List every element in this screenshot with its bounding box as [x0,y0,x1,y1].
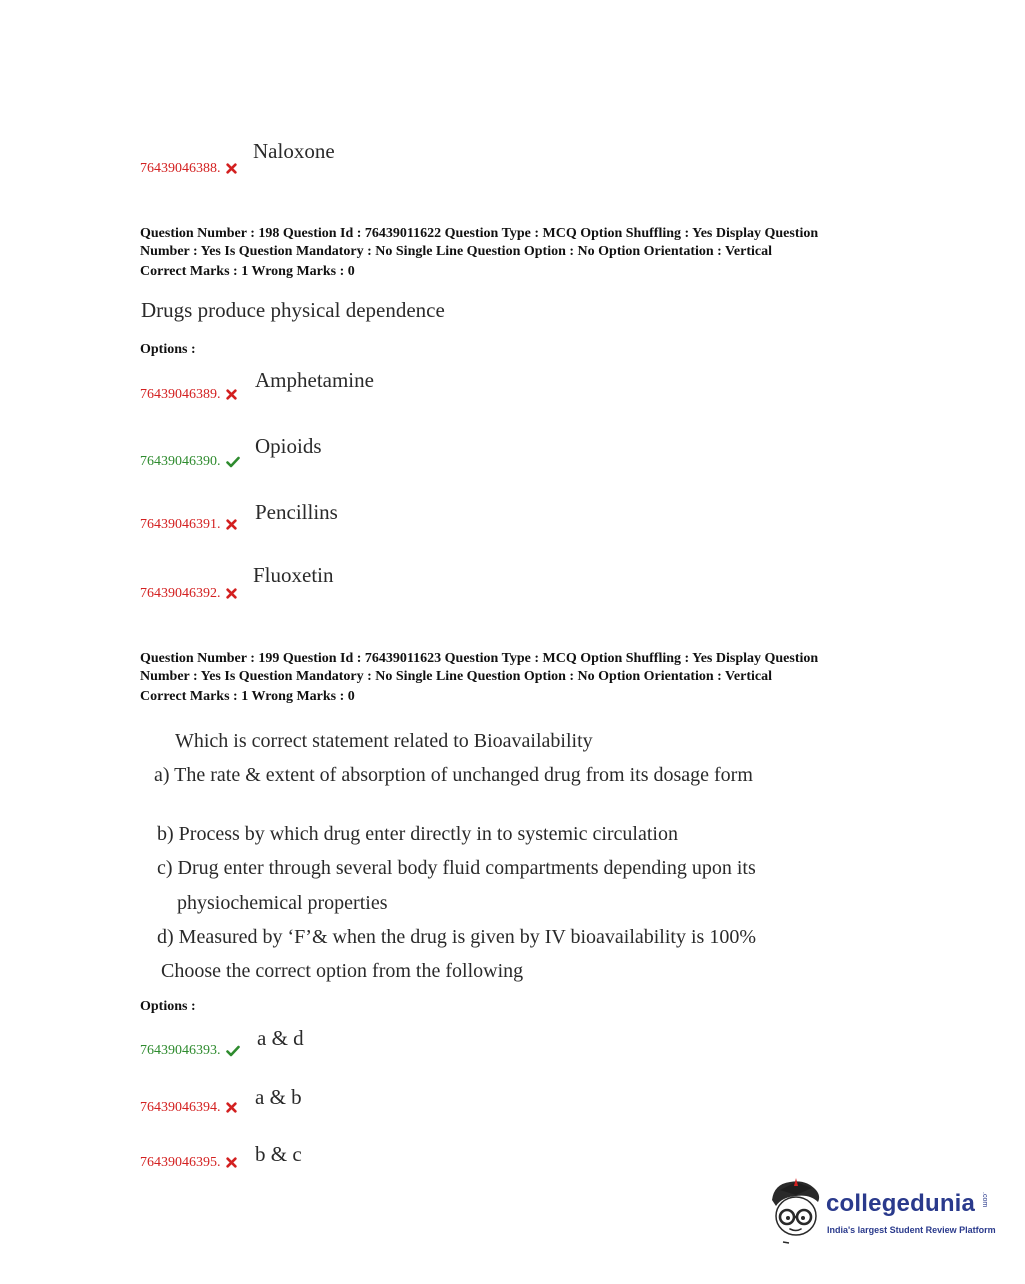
option-id [140,161,237,177]
meta-line: Number : Yes Is Question Mandatory : No Single Line Question Option : No Option Orientation : Vertical [140,244,772,259]
options-label: Options : [140,999,196,1014]
question-199-stem-line: c) Drug enter through several body fluid compartments depending upon its [157,857,756,879]
question-199-stem-line: Choose the correct option from the following [161,960,524,982]
options-label: Options : [140,342,196,357]
wrong-cross-icon [226,519,237,530]
wrong-cross-icon [226,163,237,174]
option-text: a & d [257,1026,304,1050]
question-199-stem-line: Which is correct statement related to Bioavailability [175,730,593,752]
logo-suffix: .com [981,1192,988,1208]
option-id [140,1155,237,1171]
option-text: Amphetamine [255,368,374,392]
option-text: b & c [255,1142,302,1166]
collegedunia-logo[interactable] [766,1176,996,1246]
option-id [140,387,237,403]
question-198-meta [140,225,900,281]
logo-tagline: India's largest Student Review Platform [827,1225,996,1235]
wrong-cross-icon [226,1157,237,1168]
option-text: a & b [255,1085,302,1109]
option-text: Opioids [255,434,322,458]
question-199-stem-line: a) The rate & extent of absorption of unchanged drug from its dosage form [154,764,753,786]
question-199-stem-line: physiochemical properties [177,892,388,914]
option-id-text: 76439046393. [140,1043,221,1058]
option-id [140,454,240,470]
question-199-stem-line: b) Process by which drug enter directly in to systemic circulation [157,823,678,845]
option-text: Fluoxetin [253,563,334,587]
option-id-text: 76439046395. [140,1155,221,1170]
question-199-stem-line: d) Measured by ‘F’& when the drug is given by IV bioavailability is 100% [157,926,756,948]
option-id-text: 76439046388. [140,161,221,176]
question-198-stem: Drugs produce physical dependence [141,298,445,322]
mascot-icon [766,1176,826,1246]
correct-check-icon [226,1045,240,1057]
wrong-cross-icon [226,1102,237,1113]
option-text: Naloxone [253,139,335,163]
option-id [140,517,237,533]
question-199-meta [140,650,900,706]
option-id-text: 76439046392. [140,586,221,601]
wrong-cross-icon [226,389,237,400]
option-id-text: 76439046394. [140,1100,221,1115]
option-id-text: 76439046389. [140,387,221,402]
meta-line: Correct Marks : 1 Wrong Marks : 0 [140,689,355,704]
meta-line: Number : Yes Is Question Mandatory : No Single Line Question Option : No Option Orientation : Vertical [140,669,772,684]
meta-line: Question Number : 199 Question Id : 76439011623 Question Type : MCQ Option Shuffling : Yes Display Question [140,651,819,666]
option-text: Pencillins [255,500,338,524]
option-id [140,1043,240,1059]
wrong-cross-icon [226,588,237,599]
option-id-text: 76439046390. [140,454,221,469]
meta-line: Question Number : 198 Question Id : 76439011622 Question Type : MCQ Option Shuffling : Yes Display Question [140,226,819,241]
meta-line: Correct Marks : 1 Wrong Marks : 0 [140,264,355,279]
logo-wordmark: collegedunia [826,1190,976,1217]
option-id-text: 76439046391. [140,517,221,532]
option-id [140,1100,237,1116]
option-id [140,586,237,602]
correct-check-icon [226,456,240,468]
